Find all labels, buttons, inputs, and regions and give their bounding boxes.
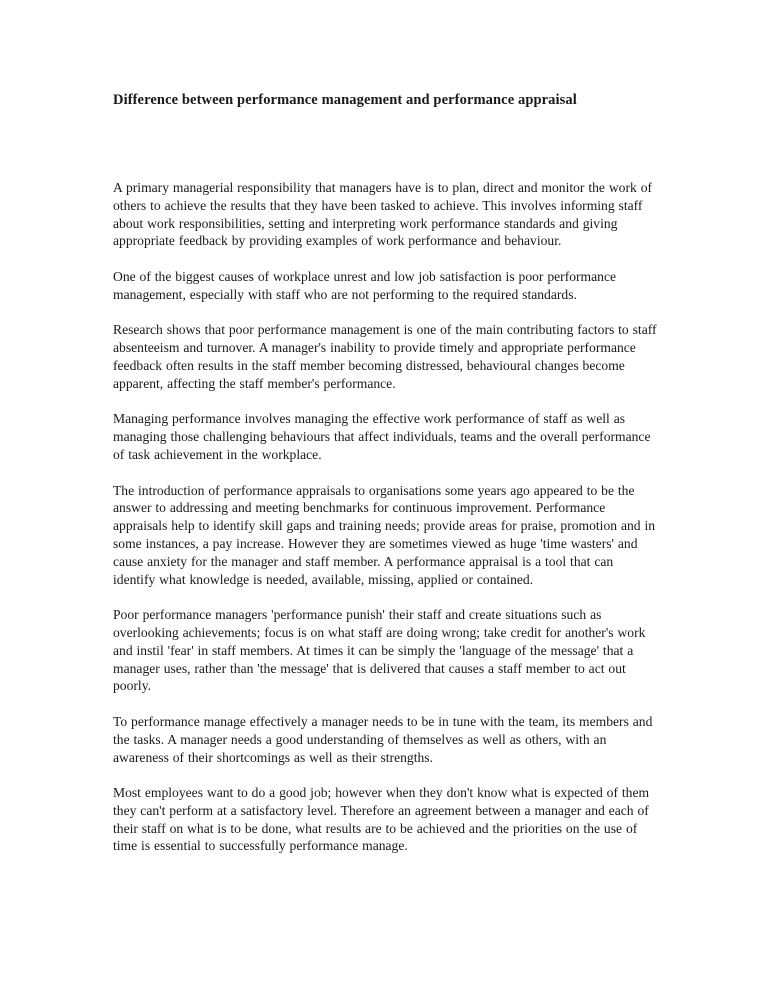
paragraph-employee-expectations: Most employees want to do a good job; however when they don't know what is expected of them they can't perform at a satisfactory level. Therefore an agreement between a manager and each of their staff on what is to be done, what results are to be achieved and the priorities on the use of time is essential to successfully performance manage. — [113, 785, 650, 854]
paragraph-manage-effectively: To performance manage effectively a manager needs to be in tune with the team, its members and the tasks. A manager needs a good understanding of themselves as well as others, with an awareness of their shortcomings as well as their strengths. — [113, 713, 653, 765]
paragraph-poor-performance-managers: Poor performance managers 'performance punish' their staff and create situations such as overlooking achievements; focus is on what staff are doing wrong; take credit for another's work and instil 'fear' in staff members. At times it can be simply the 'language of the message' that a manager uses, rather than 'the message' that is delivered that causes a staff member to act out poorly. — [113, 607, 646, 694]
paragraph-intro-managerial-responsibility: A primary managerial responsibility that managers have is to plan, direct and monitor the work of others to achieve the results that they have been tasked to achieve. This involves informing staff about work responsibilities, setting and interpreting work performance standards and giving appropriate feedback by providing examples of work performance and behaviour. — [113, 180, 653, 249]
paragraph-research-absenteeism: Research shows that poor performance management is one of the main contributing factors to staff absenteeism and turnover. A manager's inability to provide timely and appropriate performance feedback often results in the staff member becoming distressed, behavioural changes become apparent, affecting the staff member's performance. — [113, 322, 657, 391]
paragraph-workplace-unrest: One of the biggest causes of workplace unrest and low job satisfaction is poor performance management, especially with staff who are not performing to the required standards. — [113, 268, 617, 302]
paragraph-managing-performance: Managing performance involves managing the effective work performance of staff as well as managing those challenging behaviours that affect individuals, teams and the overall performance of task achievement in the workplace. — [113, 411, 651, 462]
document-content — [113, 92, 658, 873]
document-title: Difference between performance management and performance appraisal — [113, 92, 577, 108]
paragraph-performance-appraisals-introduction: The introduction of performance appraisals to organisations some years ago appeared to be the answer to addressing and meeting benchmarks for continuous improvement. Performance appraisals help to identify skill gaps and training needs; provide areas for praise, promotion and in some instances, a pay increase. However they are sometimes viewed as huge 'time wasters' and cause anxiety for the manager and staff member. A performance appraisal is a tool that can identify what knowledge is needed, available, missing, applied or contained. — [113, 482, 656, 587]
